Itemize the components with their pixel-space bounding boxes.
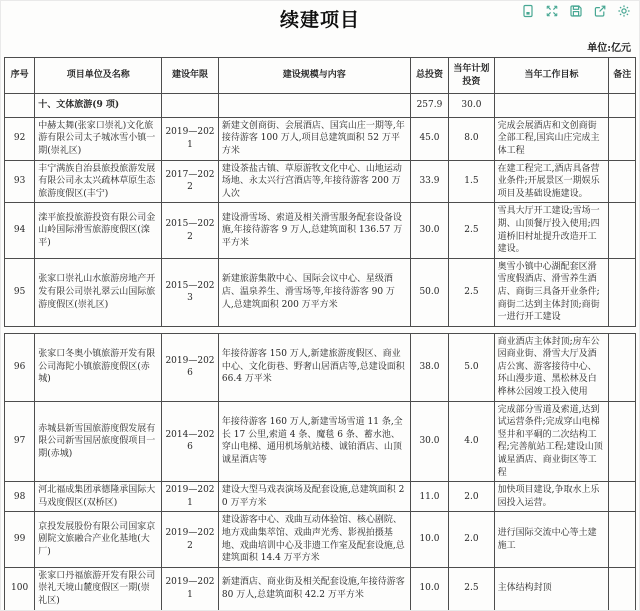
cell-project-name: 京投发展股份有限公司国家京剧院文旅融合产业化基地(大厂) [35,512,162,567]
cell-remark [609,203,636,258]
cell-planned: 4.0 [449,401,494,482]
cell-scope: 新建旅游集散中心、国际会议中心、星级酒店、温泉养生、滑雪场等,年接待游客 90 万人,总建筑面积 200 万平方米 [218,258,410,326]
cell-target: 商业酒店主体封顶;房车公园商业街、滑雪大厅及酒店公寓、游客接待中心、环山漫步道、黑松林及白桦林公园竣工投入使用 [494,333,609,401]
cell-project-name: 赤城县新雪国旅游度假发展有限公司新雪国居旅度假项目一期(赤城) [35,401,162,482]
cell-remark [609,160,636,203]
mobile-view-icon[interactable] [521,4,535,18]
projects-table-lower [4,333,636,611]
cell-years: 2019—2021 [162,117,219,160]
summary-row [5,94,636,118]
cell-target: 雪具大厅开工建设;雪场一期、山顶餐厅投入使用;四道桥旧村址提升改造开工建设。 [494,203,609,258]
summary-label: 十、文体旅游(9 项) [35,94,162,118]
table-body-lower [5,333,636,610]
cell-target: 奥雪小镇中心湖配套区滑雪度假酒店、滑雪养生酒店、商街三具备开业条件;商街二达到主体封顶;商街一进行开工建设 [494,258,609,326]
cell-no: 96 [5,333,35,401]
cell-years: 2017—2022 [162,160,219,203]
cell-total: 10.0 [410,512,448,567]
cell-project-name: 滦平旅投旅游投资有限公司金山岭国际滑雪旅游度假区(滦平) [35,203,162,258]
cell-planned: 2.0 [449,482,494,512]
cell-scope: 建设游客中心、戏曲互动体验馆、核心剧院、地方戏曲集萃馆、戏曲声光秀、影视拍摄基地、戏曲培训中心及非遗工作室及配套设施,总建筑面积 14.4 万平方米 [218,512,410,567]
cell-scope: 年接待游客 160 万人,新建雪场雪道 11 条,全长 17 公里,索道 4 条、魔毯 6 条、蓄水池、穿山电梯、通用机场航站楼、诚铂酒店、山顶诚星酒店等 [218,401,410,482]
cell-years: 2019—2021 [162,482,219,512]
page-title: 续建项目 [279,9,360,31]
cell-no: 99 [5,512,35,567]
cell-no [5,94,35,118]
cell-years: 2019—2021 [162,567,219,610]
cell-scope [218,94,410,118]
cell-remark [609,333,636,401]
cell-remark [609,482,636,512]
cell-total: 30.0 [410,203,448,258]
cell-planned: 2.0 [449,512,494,567]
col-header-planned: 当年计划投资 [449,58,494,94]
cell-years: 2019—2022 [162,512,219,567]
cell-years [162,94,219,118]
col-header-target: 当年工作目标 [494,58,609,94]
cell-scope: 建设茶盐古镇、草原游牧文化中心、山地运动场地、永太兴行宫酒店等,年接待游客 200 万人次 [218,160,410,203]
col-header-years: 建设年限 [162,58,219,94]
cell-years: 2015—2022 [162,203,219,258]
cell-remark [609,567,636,610]
table-row [5,203,636,258]
cell-no: 97 [5,401,35,482]
cell-target: 主体结构封顶 [494,567,609,610]
cell-target: 加快项目建设,争取水上乐园投入运营。 [494,482,609,512]
cell-planned: 5.0 [449,333,494,401]
table-header-row [5,58,636,94]
save-icon[interactable] [569,4,583,18]
cell-target [494,94,609,118]
cell-planned: 1.5 [449,160,494,203]
cell-scope: 年接待游客 150 万人,新建旅游度假区、商业中心、文化街巷、野奢山居酒店等,总建设面积 66.4 万平米 [218,333,410,401]
table-body-upper [5,94,636,327]
table-row [5,117,636,160]
cell-project-name: 中赫太舞(张家口崇礼)文化旅游有限公司太子城冰雪小镇一期(崇礼区) [35,117,162,160]
viewer-toolbar [521,4,631,22]
cell-years: 2015—2023 [162,258,219,326]
cell-total: 10.0 [410,567,448,610]
table-row [5,567,636,610]
cell-scope: 新建文创商街、会展酒店、国宾山庄一期等,年接待游客 100 万人,项目总建筑面积 52 万平方米 [218,117,410,160]
cell-project-name: 张家口丹福旅游开发有限公司崇礼天境山麓度假区一期(崇礼区) [35,567,162,610]
cell-planned: 2.5 [449,258,494,326]
cell-no: 94 [5,203,35,258]
cell-project-name: 丰宁满族自治县旅投旅游发展有限公司永太兴疏林草原生态旅游度假区(丰宁) [35,160,162,203]
col-header-scope: 建设规模与内容 [218,58,410,94]
table-row [5,401,636,482]
table-row [5,333,636,401]
col-header-remark: 备注 [609,58,636,94]
cell-remark [609,117,636,160]
cell-no: 100 [5,567,35,610]
cell-target: 在建工程完工,酒店具备营业条件;开展景区一期娱乐项目及基础设施建设。 [494,160,609,203]
col-header-no: 序号 [5,58,35,94]
cell-total: 11.0 [410,482,448,512]
summary-total: 257.9 [410,94,448,118]
cell-planned: 2.5 [449,567,494,610]
cell-total: 30.0 [410,401,448,482]
cell-planned: 8.0 [449,117,494,160]
table-row [5,482,636,512]
cell-scope: 建设滑雪场、索道及相关滑雪服务配套设备设施,年接待游客 9 万人,总建筑面积 136.57 万平方米 [218,203,410,258]
table-row [5,160,636,203]
cell-total: 33.9 [410,160,448,203]
fullscreen-icon[interactable] [545,4,559,18]
cell-remark [609,258,636,326]
cell-total: 45.0 [410,117,448,160]
cell-scope: 建设大型马戏表演场及配套设施,总建筑面积 20 万平方米 [218,482,410,512]
summary-planned: 30.0 [449,94,494,118]
cell-no: 93 [5,160,35,203]
cell-target: 完成会展酒店和文创商街全部工程,国宾山庄完成主体工程 [494,117,609,160]
unit-label: 单位:亿元 [587,43,631,54]
cell-no: 95 [5,258,35,326]
cell-target: 进行国际交流中心等土建施工 [494,512,609,567]
col-header-total: 总投资 [410,58,448,94]
cell-total: 50.0 [410,258,448,326]
cell-years: 2019—2026 [162,333,219,401]
cell-project-name: 河北福成集团承德隆承国际大马戏度假区(双桥区) [35,482,162,512]
cell-target: 完成部分雪道及索道,达到试运营条件;完成穿山电梯竖井和平硐的二次结构工程;完善航站工程;建设山顶诚星酒店、商业街区等工程 [494,401,609,482]
share-icon[interactable] [593,4,607,18]
settings-icon[interactable] [617,4,631,18]
cell-no: 98 [5,482,35,512]
cell-total: 38.0 [410,333,448,401]
cell-project-name: 张家口冬奥小镇旅游开发有限公司海陀小镇旅游度假区(赤城) [35,333,162,401]
cell-project-name: 张家口崇礼山水旅游房地产开发有限公司崇礼翠云山国际旅游度假区(崇礼区) [35,258,162,326]
cell-remark [609,401,636,482]
cell-no: 92 [5,117,35,160]
table-row [5,512,636,567]
cell-planned: 2.5 [449,203,494,258]
col-header-project-name: 项目单位及名称 [35,58,162,94]
cell-scope: 新建酒店、商业街及相关配套设施,年接待游客 80 万人,总建筑面积 42.2 万平方米 [218,567,410,610]
cell-remark [609,512,636,567]
projects-table-upper [4,57,636,327]
cell-years: 2014—2026 [162,401,219,482]
cell-remark [609,94,636,118]
table-row [5,258,636,326]
